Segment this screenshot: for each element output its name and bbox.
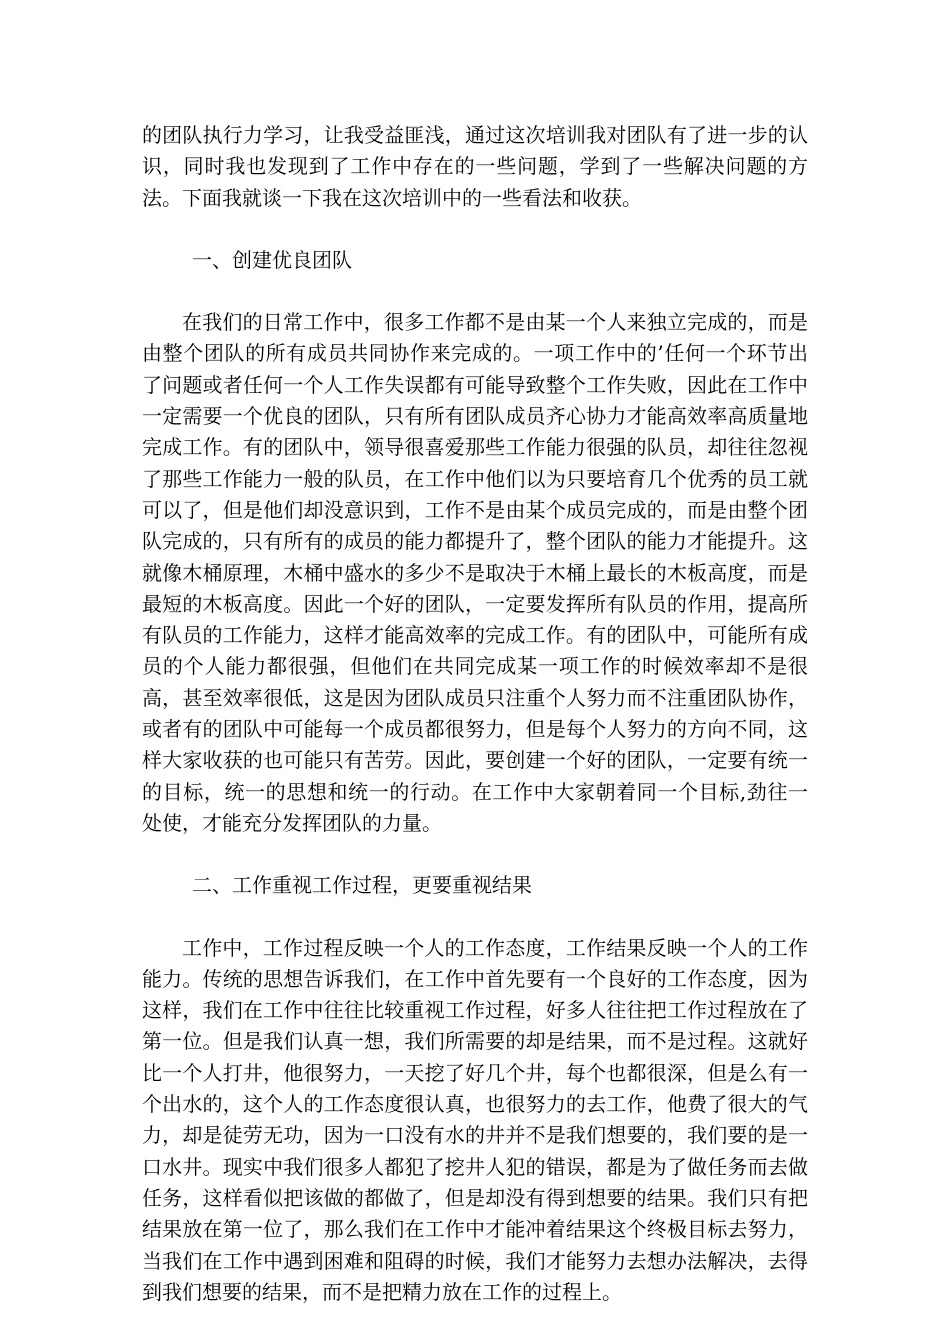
section-heading-1: 一、创建优良团队 (192, 247, 352, 272)
intro-paragraph: 的团队执行力学习，让我受益匪浅，通过这次培训我对团队有了进一步的认识，同时我也发现到了工作中存在的一些问题，学到了一些解决问题的方法。下面我就谈一下我在这次培训中的一些看法和收获。 (142, 123, 808, 210)
document-page (142, 120, 808, 1308)
section-body-1: 在我们的日常工作中，很多工作都不是由某一个人来独立完成的，而是由整个团队的所有成员共同协作来完成的。一项工作中的’任何一个环节出了问题或者任何一个人工作失误都有可能导致整个工作失败，因此在工作中一定需要一个优良的团队，只有所有团队成员齐心协力才能高效率高质量地完成工作。有的团队中，领导很喜爱那些工作能力很强的队员，却往往忽视了那些工作能力一般的队员，在工作中他们以为只要培育几个优秀的员工就可以了，但是他们却没意识到，工作不是由某个成员完成的，而是由整个团队完成的，只有所有的成员的能力都提升了，整个团队的能力才能提升。这就像木桶原理，木桶中盛水的多少不是取决于木桶上最长的木板高度，而是最短的木板高度。因此一个好的团队，一定要发挥所有队员的作用，提高所有队员的工作能力，这样才能高效率的完成工作。有的团队中，可能所有成员的个人能力都很强，但他们在共同完成某一项工作的时候效率却不是很高，甚至效率很低，这是因为团队成员只注重个人努力而不注重团队协作，或者有的团队中可能每一个成员都很努力，但是每个人努力的方向不同，这样大家收获的也可能只有苦劳。因此，要创建一个好的团队，一定要有统一的目标，统一的思想和统一的行动。在工作中大家朝着同一个目标,劲往一处使，才能充分发挥团队的力量。 (142, 310, 808, 835)
paragraph-gap (142, 276, 808, 307)
paragraph-gap (142, 839, 808, 870)
section-body-2: 工作中，工作过程反映一个人的工作态度，工作结果反映一个人的工作能力。传统的思想告诉我们，在工作中首先要有一个良好的工作态度，因为这样，我们在工作中往往比较重视工作过程，好多人往往把工作过程放在了第一位。但是我们认真一想，我们所需要的却是结果，而不是过程。这就好比一个人打井，他很努力，一天挖了好几个井，每个也都很深，但是么有一个出水的，这个人的工作态度很认真，也很努力的去工作，他费了很大的气力，却是徒劳无功，因为一口没有水的井并不是我们想要的，我们要的是一口水井。现实中我们很多人都犯了挖井人犯的错误，都是为了做任务而去做任务，这样看似把该做的都做了，但是却没有得到想要的结果。我们只有把结果放在第一位了，那么我们在工作中才能冲着结果这个终极目标去努力，当我们在工作中遇到困难和阻碍的时候，我们才能努力去想办法解决，去得到我们想要的结果，而不是把精力放在工作的过程上。 (142, 935, 808, 1304)
section-heading-2: 二、工作重视工作过程，更要重视结果 (192, 873, 532, 898)
paragraph-gap (142, 214, 808, 245)
paragraph-gap (142, 902, 808, 933)
